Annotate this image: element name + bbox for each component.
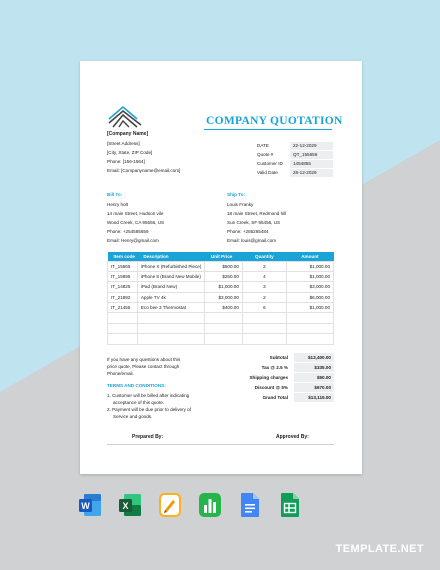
cell-item-code: IT_15895	[108, 271, 138, 281]
cell-quantity	[242, 313, 286, 323]
meta-label: Customer ID	[257, 161, 283, 166]
terms-item1b: acceptance of this quote.	[113, 400, 165, 405]
cell-item-code: IT_14825	[108, 282, 138, 292]
prepared-by-label: Prepared By:	[132, 434, 164, 440]
meta-row	[257, 168, 333, 177]
terms-item2a: 2. Payment will be due prior to delivery of	[107, 407, 192, 412]
total-row	[224, 362, 334, 372]
company-logo-icon	[107, 104, 145, 128]
cell-quantity: 3	[242, 282, 286, 292]
approved-by-label: Approved By:	[276, 434, 309, 440]
meta-row	[257, 159, 333, 168]
total-row	[224, 372, 334, 382]
word-icon-letter: W	[81, 501, 90, 511]
bill-to-address1: 14 main Street, Hudson vile	[107, 211, 164, 216]
meta-value: 1454855	[290, 160, 333, 168]
cell-description	[137, 323, 205, 333]
header-amount: Amount	[286, 252, 333, 261]
table-header-row	[108, 252, 334, 261]
header-unit-price: Unit Price	[205, 252, 243, 261]
cell-quantity	[242, 334, 286, 344]
ship-to-email: Email: louis@gmail.com	[227, 238, 277, 243]
title-underline	[204, 129, 332, 130]
total-label: Discount @ 5%	[254, 384, 288, 390]
cell-quantity: 2	[242, 292, 286, 302]
ship-to-heading: Ship To:	[227, 192, 246, 197]
cell-quantity: 4	[242, 271, 286, 281]
cell-unit-price: $1,000.00	[205, 282, 243, 292]
google-sheets-icon[interactable]	[278, 492, 302, 518]
table-row	[108, 323, 334, 333]
cell-item-code	[108, 313, 138, 323]
cell-item-code: IT_21892	[108, 292, 138, 302]
cell-amount: $1,000.00	[286, 303, 333, 313]
meta-value: 28-12-2029	[290, 169, 333, 177]
total-value: $13,115.00	[294, 393, 334, 402]
cell-amount	[286, 313, 333, 323]
pages-icon[interactable]	[158, 492, 182, 518]
meta-row	[257, 141, 333, 150]
ship-to-name: Louis Franky	[227, 202, 254, 207]
cell-description	[137, 313, 205, 323]
cell-unit-price: $3,000.00	[205, 292, 243, 302]
meta-label: Quote #	[257, 152, 274, 157]
company-city: [City, State, ZIP Code]	[107, 150, 153, 155]
cell-unit-price: $400.00	[205, 303, 243, 313]
cell-amount: $6,000.00	[286, 292, 333, 302]
total-label: Tax @ 2.5 %	[261, 364, 288, 370]
excel-icon[interactable]	[118, 492, 142, 518]
company-street: [Street Address]	[107, 141, 140, 146]
cell-quantity	[242, 323, 286, 333]
bill-to-phone: Phone: +254585659	[107, 229, 149, 234]
meta-label: Valid Date	[257, 170, 278, 175]
company-phone: Phone: [156-1564]	[107, 159, 145, 164]
cell-item-code	[108, 334, 138, 344]
cell-amount: $1,000.00	[286, 261, 333, 271]
ship-to-phone: Phone: +285265484	[227, 229, 269, 234]
numbers-icon[interactable]	[198, 492, 222, 518]
total-row	[224, 382, 334, 392]
cell-description: Apple TV 4k	[137, 292, 205, 302]
cell-unit-price	[205, 313, 243, 323]
header-description: Description	[137, 252, 205, 261]
signature-divider	[107, 444, 334, 445]
total-label: Grand Total	[262, 394, 288, 400]
google-docs-icon[interactable]	[238, 492, 262, 518]
total-value: $335.00	[294, 363, 334, 372]
items-table	[107, 252, 334, 345]
notes-line1: If you have any questions about this	[107, 357, 181, 362]
cell-unit-price: $250.00	[205, 271, 243, 281]
cell-unit-price: $500.00	[205, 261, 243, 271]
table-row	[108, 334, 334, 344]
terms-item1a: 1. Customer will be billed after indicating	[107, 393, 190, 398]
table-row	[108, 271, 334, 281]
table-row	[108, 261, 334, 271]
meta-value: 22-12-2029	[290, 142, 333, 150]
cell-description	[137, 334, 205, 344]
brand-watermark: TEMPLATE.NET	[335, 543, 424, 555]
cell-item-code: IT_21455	[108, 303, 138, 313]
table-row	[108, 292, 334, 302]
cell-item-code	[108, 323, 138, 333]
meta-row	[257, 150, 333, 159]
total-value: $50.00	[294, 373, 334, 382]
company-email: Email: [Companyname@email.com]	[107, 168, 181, 173]
totals-block	[224, 352, 334, 402]
meta-value: QT_155656	[290, 151, 333, 159]
cell-description: iPhone 8 (Brand New Mobile)	[137, 271, 205, 281]
bill-to-address2: Wood Creek, CA 95556, US	[107, 220, 165, 225]
ship-to-address2: Sun Creek, SF 95456, US	[227, 220, 281, 225]
quotation-document	[80, 61, 362, 474]
cell-description: iPhone X (Refurbished Piece)	[137, 261, 205, 271]
word-icon[interactable]	[78, 492, 102, 518]
table-row	[108, 282, 334, 292]
total-row	[224, 352, 334, 362]
cell-amount: $1,000.00	[286, 271, 333, 281]
total-label: Shipping charges	[249, 374, 288, 380]
document-title: COMPANY QUOTATION	[206, 115, 343, 127]
excel-icon-letter: X	[122, 501, 129, 511]
cell-item-code: IT_15565	[108, 261, 138, 271]
cell-amount: $3,000.00	[286, 282, 333, 292]
cell-amount	[286, 334, 333, 344]
header-item-code: Item code	[108, 252, 138, 261]
cell-unit-price	[205, 323, 243, 333]
terms-item2b: Service and goods.	[113, 414, 153, 419]
meta-label: DATE	[257, 143, 269, 148]
cell-quantity: 6	[242, 303, 286, 313]
header-quantity: Quantity	[242, 252, 286, 261]
cell-amount	[286, 323, 333, 333]
total-label: Subtotal	[269, 354, 288, 360]
bill-to-email: Email: Henry@gmail.com	[107, 238, 159, 243]
table-row	[108, 303, 334, 313]
ship-to-address1: 18 main Street, Redmond hill	[227, 211, 287, 216]
company-name: [Company Name]	[107, 131, 149, 137]
total-row	[224, 392, 334, 402]
cell-description: iPad (Brand New)	[137, 282, 205, 292]
cell-unit-price	[205, 334, 243, 344]
cell-description: Eco bee 3 Thermostat	[137, 303, 205, 313]
terms-heading: TERMS AND CONDITIONS:	[107, 383, 166, 388]
notes-line3: Phone/email.	[107, 371, 134, 376]
bill-to-name: Henry holt	[107, 202, 128, 207]
total-value: $670.00	[294, 383, 334, 392]
notes-line2: price quote, Please contact through	[107, 364, 180, 369]
quote-meta	[257, 141, 333, 177]
table-row	[108, 313, 334, 323]
total-value: $13,400.00	[294, 353, 334, 362]
bill-to-heading: Bill To:	[107, 192, 123, 197]
cell-quantity: 2	[242, 261, 286, 271]
